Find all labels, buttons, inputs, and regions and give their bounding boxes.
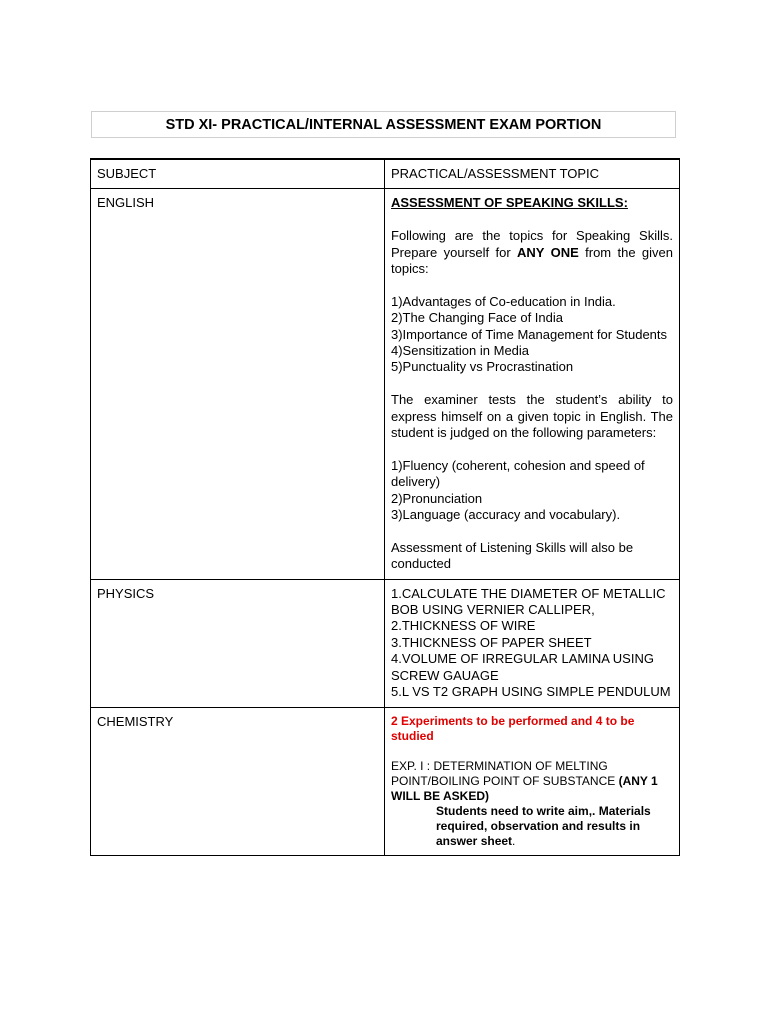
- portion-table: [90, 158, 680, 856]
- english-topic-item: 2)The Changing Face of India: [391, 310, 563, 326]
- english-topic-cell: [385, 189, 680, 579]
- header-topic: PRACTICAL/ASSESSMENT TOPIC: [385, 159, 680, 189]
- page-title: STD XI- PRACTICAL/INTERNAL ASSESSMENT EXAM PORTION: [91, 111, 676, 138]
- english-parameter-item: 1)Fluency (coherent, cohesion and speed of delivery): [391, 457, 645, 490]
- english-heading: ASSESSMENT OF SPEAKING SKILLS:: [391, 195, 628, 211]
- english-intro-pre: Prepare yourself for: [391, 244, 518, 260]
- physics-item: 4.VOLUME OF IRREGULAR LAMINA USING SCREW GAUAGE: [391, 651, 654, 683]
- chemistry-exp1-bold: (ANY 1 WILL BE ASKED): [391, 773, 658, 803]
- table-header-row: [91, 159, 680, 189]
- chemistry-students-note-text: Students need to write aim,. Materials required, observation and results in answer sheet: [436, 803, 651, 848]
- english-examiner-text: The examiner tests the student’s ability to express himself on a given topic in English. The student is judged on the following parameters:: [391, 392, 673, 441]
- subject-chemistry: CHEMISTRY: [91, 707, 385, 855]
- english-listening-note: Assessment of Listening Skills will also be conducted: [391, 539, 634, 572]
- header-subject: SUBJECT: [91, 159, 385, 189]
- physics-item: 1.CALCULATE THE DIAMETER OF METALLIC BOB USING VERNIER CALLIPER,: [391, 585, 666, 618]
- english-topic-item: 5)Punctuality vs Procrastination: [391, 359, 574, 375]
- chemistry-exp1-text: EXP. I : DETERMINATION OF MELTING POINT/BOILING POINT OF SUBSTANCE: [391, 758, 619, 788]
- chemistry-experiments-note: 2 Experiments to be performed and 4 to be studied: [391, 713, 635, 744]
- table-row-physics: [91, 579, 680, 707]
- physics-topic-cell: [385, 579, 680, 707]
- subject-english: ENGLISH: [91, 189, 385, 579]
- english-parameter-item: 3)Language (accuracy and vocabulary).: [391, 507, 621, 523]
- english-topic-item: 1)Advantages of Co-education in India.: [391, 293, 616, 309]
- chemistry-topic-cell: [385, 707, 680, 855]
- physics-item: 3.THICKNESS OF PAPER SHEET: [391, 634, 592, 650]
- table-row-english: [91, 189, 680, 579]
- english-intro-post: from the given topics:: [391, 244, 673, 277]
- table-row-chemistry: [91, 707, 680, 855]
- chemistry-students-note-end: .: [512, 833, 516, 848]
- subject-physics: PHYSICS: [91, 579, 385, 707]
- english-topic-item: 4)Sensitization in Media: [391, 343, 530, 359]
- english-intro-line1: Following are the topics for Speaking Skills.: [391, 228, 673, 244]
- chemistry-students-note: [391, 804, 673, 849]
- english-intro: [391, 228, 673, 277]
- chemistry-exp1: [391, 759, 673, 804]
- physics-item: 2.THICKNESS OF WIRE: [391, 618, 536, 634]
- english-parameter-item: 2)Pronunciation: [391, 490, 483, 506]
- english-intro-bold: ANY ONE: [517, 244, 579, 260]
- english-topic-item: 3)Importance of Time Management for Students: [391, 326, 668, 342]
- physics-item: 5.L VS T2 GRAPH USING SIMPLE PENDULUM: [391, 684, 671, 700]
